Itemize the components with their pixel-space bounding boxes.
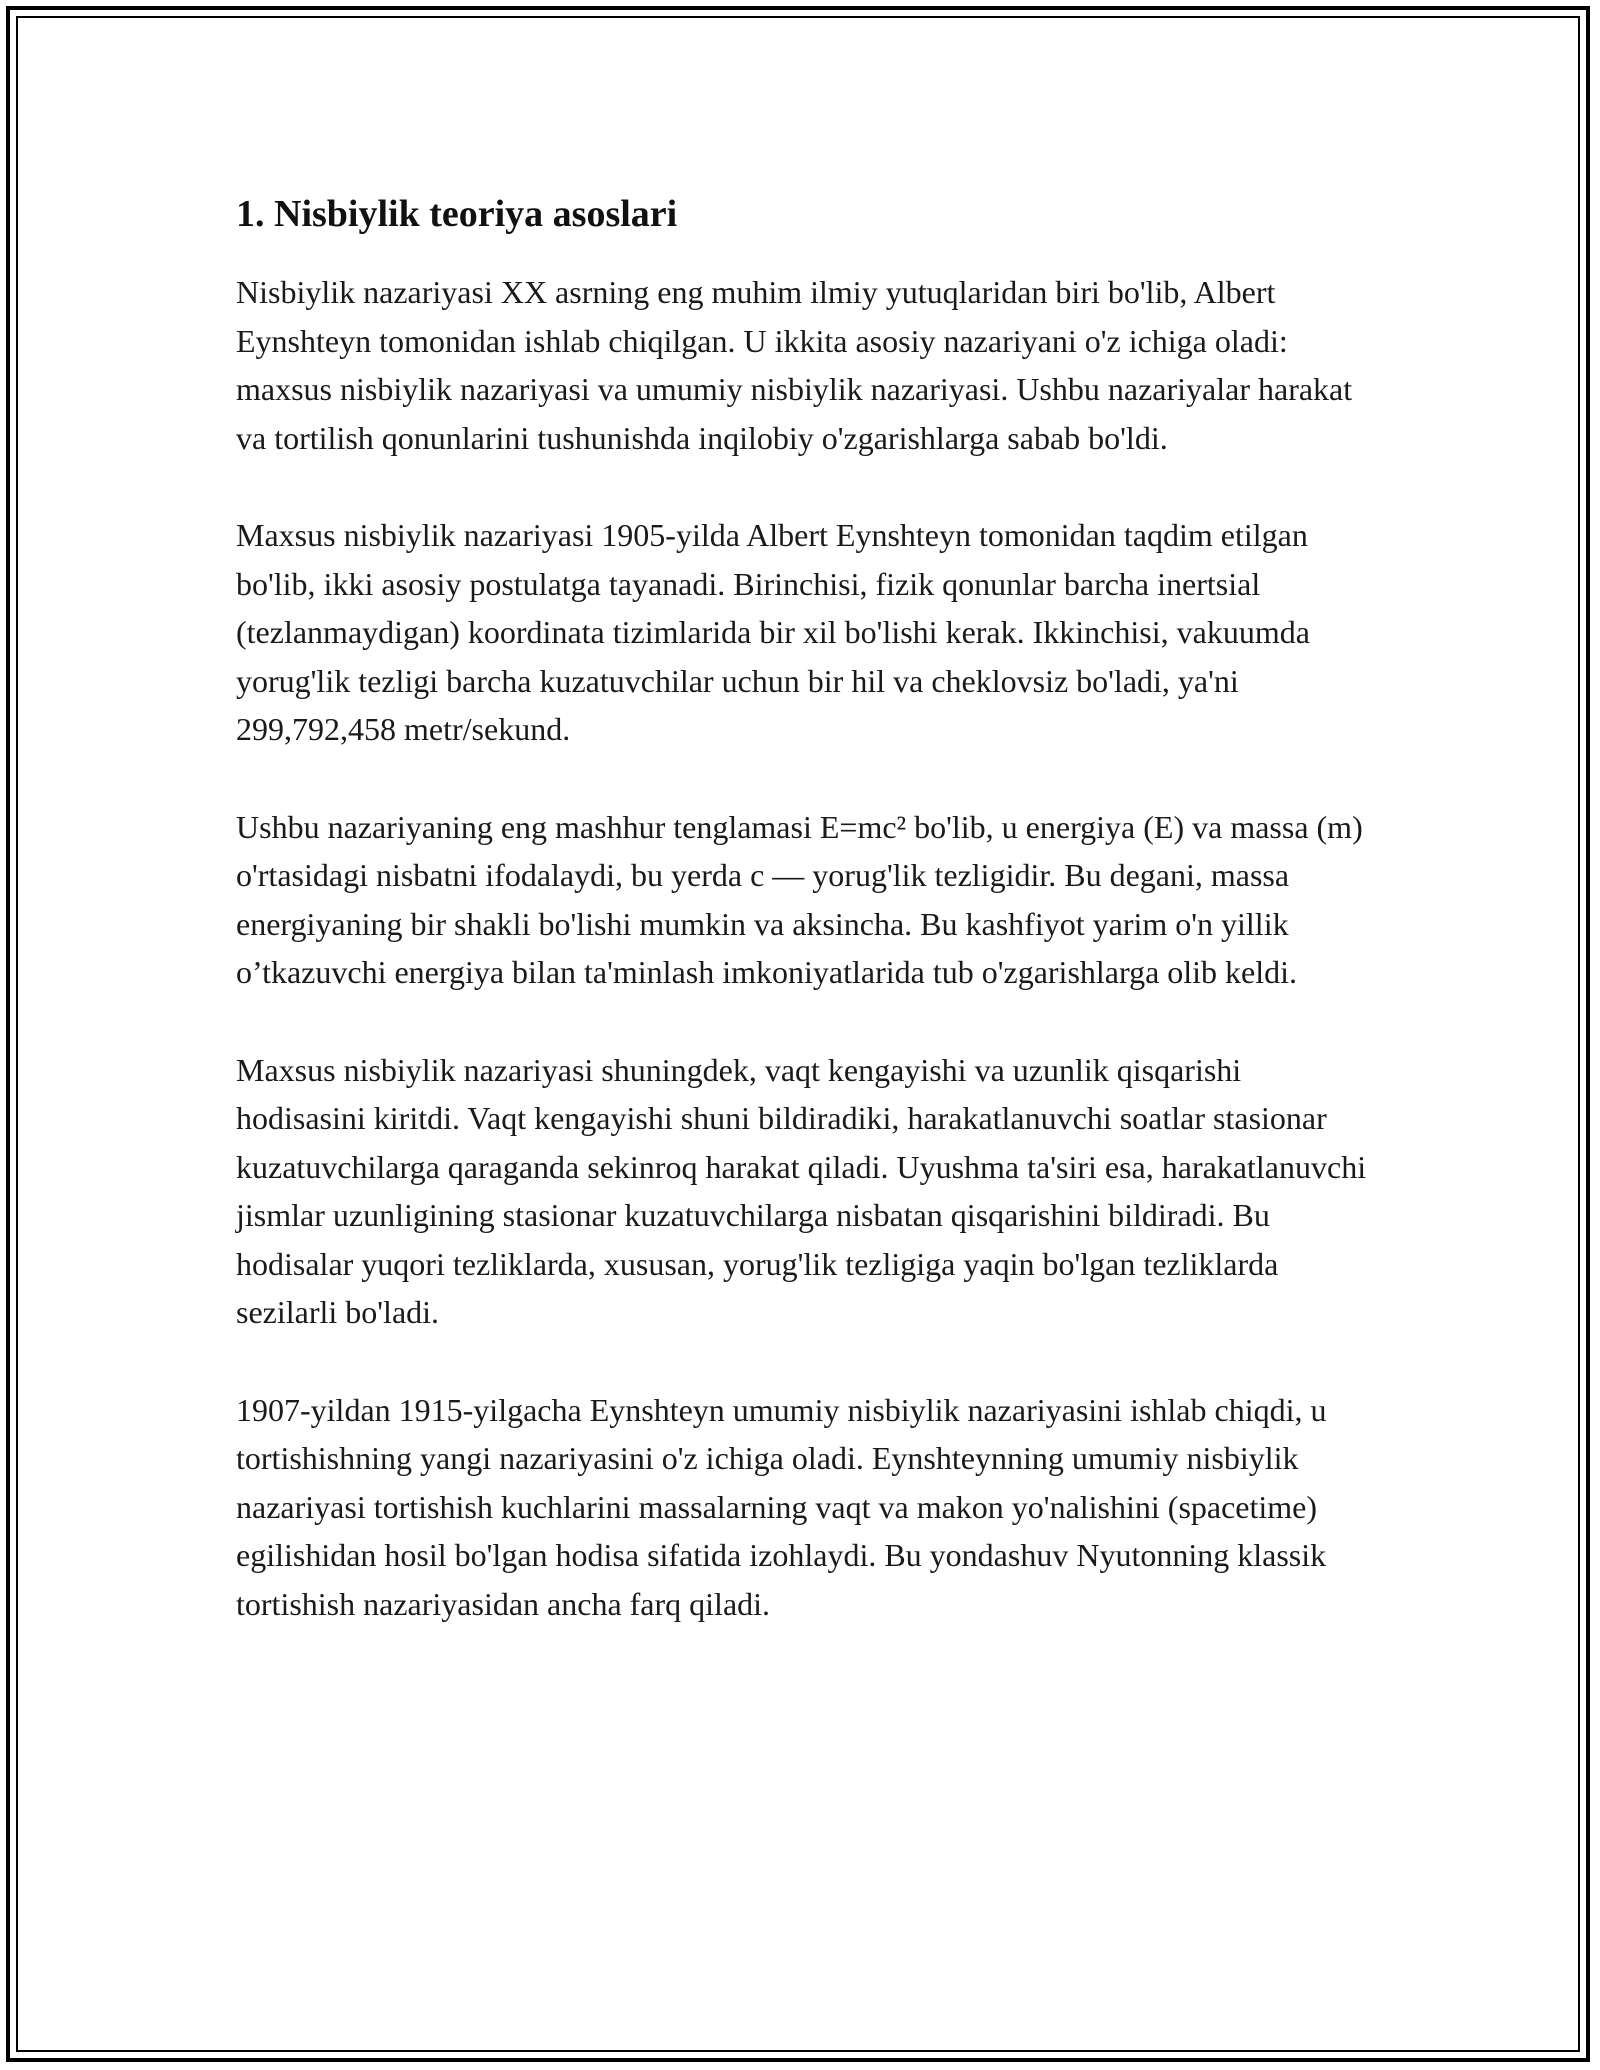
document-body: [236, 190, 1376, 1677]
paragraph-1: Nisbiylik nazariyasi XX asrning eng muhim ilmiy yutuqlaridan biri bo'lib, Albert Eynshteyn tomonidan ishlab chiqilgan. U ikkita asosiy nazariyani o'z ichiga oladi: maxsus nisbiylik nazariyasi va umumiy nisbiylik nazariyasi. Ushbu nazariyalar harakat va tortilish qonunlarini tushunishda inqilobiy o'zgarishlarga sabab bo'ldi.: [236, 274, 1353, 456]
paragraph-3: Ushbu nazariyaning eng mashhur tenglamasi E=mc² bo'lib, u energiya (E) va massa (m) o'rtasidagi nisbatni ifodalaydi, bu yerda c — yorug'lik tezligidir. Bu degani, massa energiyaning bir shakli bo'lishi mumkin va aksincha. Bu kashfiyot yarim o'n yillik o’tkazuvchi energiya bilan ta'minlash imkoniyatlarida tub o'zgarishlarga olib keldi.: [236, 808, 1363, 990]
paragraph-2: Maxsus nisbiylik nazariyasi 1905-yilda Albert Eynshteyn tomonidan taqdim etilgan bo'lib, ikki asosiy postulatga tayanadi. Birinchisi, fizik qonunlar barcha inertsial (tezlanmaydigan) koordinata tizimlarida bir xil bo'lishi kerak. Ikkinchisi, vakuumda yorug'lik tezligi barcha kuzatuvchilar uchun bir hil va cheklovsiz bo'ladi, ya'ni 299,792,458 metr/sekund.: [236, 517, 1310, 747]
section-title: 1. Nisbiylik teoriya asoslari: [236, 193, 678, 235]
paragraph-4: Maxsus nisbiylik nazariyasi shuningdek, vaqt kengayishi va uzunlik qisqarishi hodisasini kiritdi. Vaqt kengayishi shuni bildiradiki, harakatlanuvchi soatlar stasionar kuzatuvchilarga qaraganda sekinroq harakat qiladi. Uyushma ta'siri esa, harakatlanuvchi jismlar uzunligining stasionar kuzatuvchilarga nisbatan qisqarishini bildiradi. Bu hodisalar yuqori tezliklarda, xususan, yorug'lik tezligiga yaqin bo'lgan tezliklarda sezilarli bo'ladi.: [236, 1051, 1367, 1330]
paragraph-5: 1907-yildan 1915-yilgacha Eynshteyn umumiy nisbiylik nazariyasini ishlab chiqdi, u tortishishning yangi nazariyasini o'z ichiga oladi. Eynshteynning umumiy nisbiylik nazariyasi tortishish kuchlarini massalarning vaqt va makon yo'nalishini (spacetime) egilishidan hosil bo'lgan hodisa sifatida izohlaydi. Bu yondashuv Nyutonning klassik tortishish nazariyasidan ancha farq qiladi.: [236, 1391, 1327, 1622]
